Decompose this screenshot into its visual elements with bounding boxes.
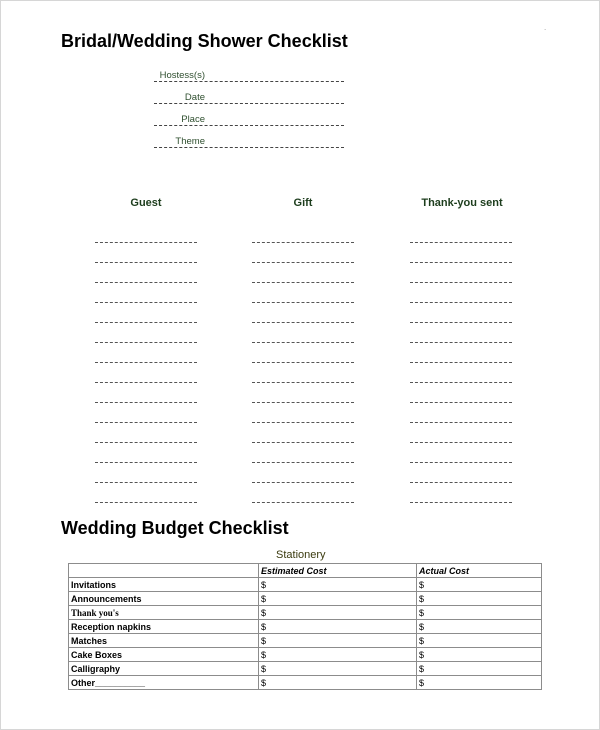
table-row	[69, 662, 542, 676]
actual-cost-cell[interactable]: $	[417, 648, 542, 662]
guest-column	[95, 223, 197, 503]
blank-entry-line[interactable]	[410, 483, 512, 503]
column-header-gift: Gift	[293, 197, 313, 209]
field-label: Place	[181, 114, 205, 125]
blank-entry-line[interactable]	[252, 423, 354, 443]
budget-item-label: Announcements	[69, 592, 259, 606]
blank-entry-line[interactable]	[410, 303, 512, 323]
blank-entry-line[interactable]	[95, 483, 197, 503]
actual-cost-cell[interactable]: $	[417, 676, 542, 690]
field-hostess[interactable]	[61, 70, 361, 86]
field-theme[interactable]	[61, 136, 361, 152]
blank-entry-line[interactable]	[252, 243, 354, 263]
blank-entry-line[interactable]	[95, 283, 197, 303]
table-row	[69, 676, 542, 690]
budget-item-label: Cake Boxes	[69, 648, 259, 662]
estimated-cost-cell[interactable]: $	[259, 592, 417, 606]
blank-entry-line[interactable]	[410, 383, 512, 403]
field-date[interactable]	[61, 92, 361, 108]
blank-entry-line[interactable]	[252, 223, 354, 243]
blank-entry-line[interactable]	[410, 263, 512, 283]
section-label: Stationery	[276, 549, 326, 561]
field-blank-line	[154, 103, 344, 104]
table-row	[69, 648, 542, 662]
thank-you-column	[410, 223, 512, 503]
blank-entry-line[interactable]	[252, 283, 354, 303]
blank-entry-line[interactable]	[410, 323, 512, 343]
estimated-cost-cell[interactable]: $	[259, 606, 417, 620]
budget-title: Wedding Budget Checklist	[61, 518, 289, 538]
blank-entry-line[interactable]	[95, 423, 197, 443]
field-label: Date	[184, 92, 205, 103]
blank-entry-line[interactable]	[95, 363, 197, 383]
budget-item-label: Matches	[69, 634, 259, 648]
blank-entry-line[interactable]	[252, 483, 354, 503]
page-title: Bridal/Wedding Shower Checklist	[61, 31, 348, 51]
field-place[interactable]	[61, 114, 361, 130]
blank-entry-line[interactable]	[252, 383, 354, 403]
field-blank-line	[154, 81, 344, 82]
budget-item-label: Calligraphy	[69, 662, 259, 676]
blank-entry-line[interactable]	[410, 223, 512, 243]
budget-item-label: Invitations	[69, 578, 259, 592]
blank-entry-line[interactable]	[95, 383, 197, 403]
column-header-guest: Guest	[130, 197, 162, 209]
table-row	[69, 634, 542, 648]
blank-entry-line[interactable]	[95, 263, 197, 283]
actual-cost-cell[interactable]: $	[417, 662, 542, 676]
blank-entry-line[interactable]	[95, 463, 197, 483]
corner-mark: .	[544, 23, 547, 32]
header-actual-cost: Actual Cost	[417, 564, 542, 578]
actual-cost-cell[interactable]: $	[417, 620, 542, 634]
estimated-cost-cell[interactable]: $	[259, 648, 417, 662]
budget-item-label: Thank you's	[69, 606, 259, 620]
blank-entry-line[interactable]	[252, 263, 354, 283]
field-label: Theme	[175, 136, 205, 147]
estimated-cost-cell[interactable]: $	[259, 676, 417, 690]
column-header-thank-you: Thank-you sent	[421, 197, 503, 209]
budget-item-label: Other__________	[69, 676, 259, 690]
actual-cost-cell[interactable]: $	[417, 634, 542, 648]
blank-entry-line[interactable]	[410, 423, 512, 443]
blank-entry-line[interactable]	[410, 363, 512, 383]
blank-entry-line[interactable]	[252, 323, 354, 343]
table-row	[69, 592, 542, 606]
blank-entry-line[interactable]	[410, 403, 512, 423]
table-row	[69, 578, 542, 592]
table-header-row	[69, 564, 542, 578]
blank-entry-line[interactable]	[252, 443, 354, 463]
table-row	[69, 606, 542, 620]
blank-entry-line[interactable]	[410, 283, 512, 303]
blank-entry-line[interactable]	[95, 303, 197, 323]
blank-entry-line[interactable]	[252, 363, 354, 383]
gift-column	[252, 223, 354, 503]
blank-entry-line[interactable]	[95, 443, 197, 463]
header-estimated-cost: Estimated Cost	[259, 564, 417, 578]
blank-entry-line[interactable]	[95, 403, 197, 423]
field-label: Hostess(s)	[159, 70, 205, 81]
blank-entry-line[interactable]	[252, 463, 354, 483]
estimated-cost-cell[interactable]: $	[259, 634, 417, 648]
blank-entry-line[interactable]	[252, 303, 354, 323]
blank-entry-line[interactable]	[410, 443, 512, 463]
estimated-cost-cell[interactable]: $	[259, 578, 417, 592]
actual-cost-cell[interactable]: $	[417, 592, 542, 606]
field-blank-line	[154, 125, 344, 126]
header-item	[69, 564, 259, 578]
table-row	[69, 620, 542, 634]
estimated-cost-cell[interactable]: $	[259, 620, 417, 634]
blank-entry-line[interactable]	[410, 243, 512, 263]
field-blank-line	[154, 147, 344, 148]
blank-entry-line[interactable]	[410, 343, 512, 363]
blank-entry-line[interactable]	[252, 343, 354, 363]
actual-cost-cell[interactable]: $	[417, 578, 542, 592]
blank-entry-line[interactable]	[410, 463, 512, 483]
blank-entry-line[interactable]	[95, 323, 197, 343]
actual-cost-cell[interactable]: $	[417, 606, 542, 620]
blank-entry-line[interactable]	[252, 403, 354, 423]
budget-table	[68, 563, 542, 690]
budget-item-label: Reception napkins	[69, 620, 259, 634]
blank-entry-line[interactable]	[95, 243, 197, 263]
blank-entry-line[interactable]	[95, 343, 197, 363]
blank-entry-line[interactable]	[95, 223, 197, 243]
estimated-cost-cell[interactable]: $	[259, 662, 417, 676]
